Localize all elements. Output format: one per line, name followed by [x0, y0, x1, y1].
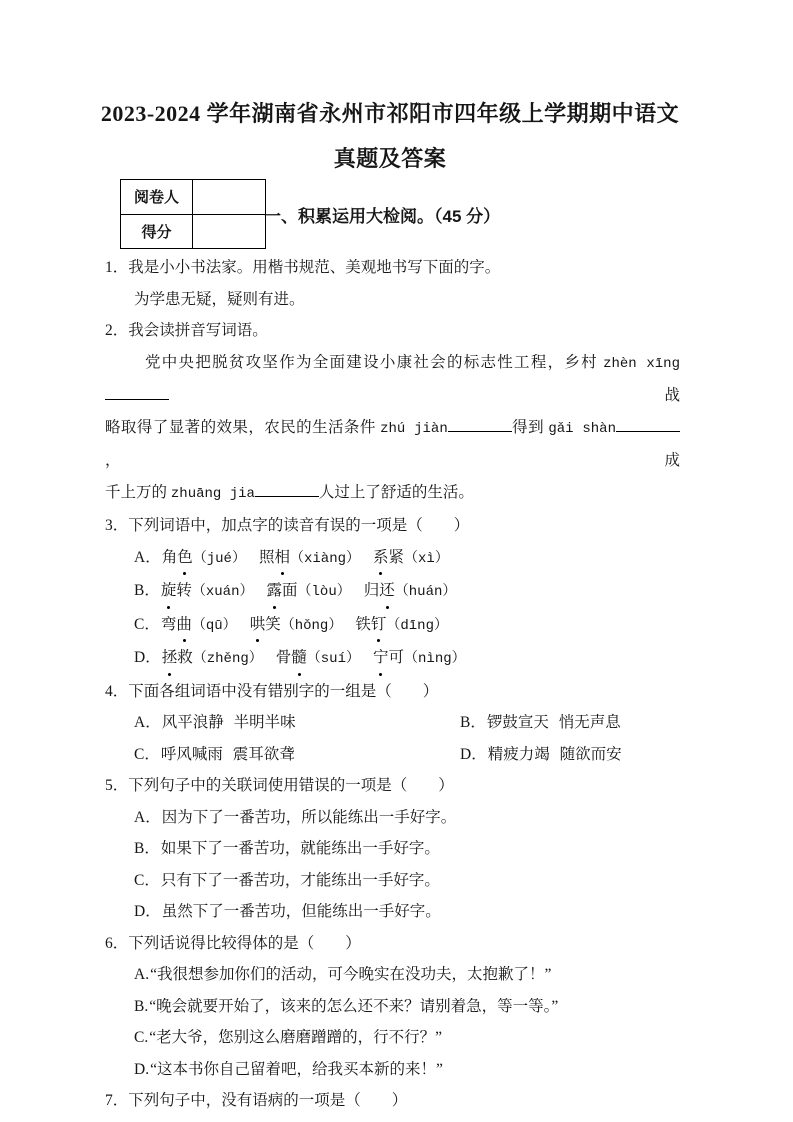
q2-text-segment: 略取得了显著的效果，农民的生活条件: [105, 418, 381, 436]
word-char: 弯: [160, 615, 177, 633]
q1-copy-text: 为学患无疑，疑则有进。: [134, 290, 305, 308]
emphasis-dot-char: 宁: [373, 642, 389, 674]
word-char: 照: [258, 548, 275, 566]
option-label: C．: [134, 745, 160, 763]
q3-word-group: [364, 582, 457, 599]
q2-text-segment: 人过上了舒适的生活。: [318, 483, 474, 501]
q2-answer-blank: [105, 385, 169, 400]
q2-text-segment: 战: [169, 387, 680, 404]
q3-pinyin: （qū）: [191, 617, 237, 634]
q2-pinyin: zhú jiàn: [380, 420, 448, 437]
q4-option-d: [460, 739, 680, 771]
q2-paragraph-line: [105, 412, 680, 477]
page-title-line2: 真题及答案: [333, 146, 447, 171]
q3-pinyin: （hǒng）: [280, 617, 343, 634]
q3-pinyin: （nìng）: [404, 651, 466, 667]
option-text: “这本书你自己留着吧，给我买本新的来！”: [150, 1060, 443, 1078]
emphasis-dot-char: 钉: [371, 609, 387, 641]
q3-word-group: [373, 549, 449, 566]
q2-answer-blank: [616, 417, 680, 432]
word-char: 骨: [275, 649, 292, 666]
q3-word-group: [162, 649, 263, 666]
emphasis-dot-char: 髓: [291, 642, 307, 674]
q6-option-a: [105, 959, 680, 991]
option-label: A．: [134, 548, 161, 566]
q3-option-d: [105, 642, 680, 676]
q6-option-d: [105, 1054, 680, 1086]
option-label: B．: [134, 840, 160, 857]
q3-option-b: [105, 575, 680, 609]
q2-paragraph-line: [105, 477, 680, 511]
word-char: 归: [363, 582, 380, 599]
q2-answer-blank: [448, 417, 512, 432]
q2-pinyin: zhuāng jia: [170, 485, 255, 502]
q2-text-segment: 得到: [511, 418, 549, 436]
emphasis-dot-char: 哄: [250, 609, 266, 641]
option-text: “晚会就要开始了，该来的怎么还不来？请别着急，等一等。”: [149, 997, 559, 1015]
q3-option-a: [105, 542, 680, 576]
option-text: 精疲力竭 随欲而安: [487, 745, 622, 763]
q6-options: [105, 959, 680, 1085]
question-list: [105, 252, 680, 1117]
q3-pinyin: （lòu）: [297, 584, 351, 600]
q5-options: [105, 802, 680, 928]
option-label: C.: [134, 1029, 149, 1046]
q2-pinyin: gǎi shàn: [548, 420, 616, 437]
q2-pinyin: zhèn xīng: [603, 355, 680, 372]
option-label: C．: [134, 615, 160, 633]
q3-word-group: [161, 582, 254, 599]
option-text: 锣鼓宣天 悄无声息: [486, 714, 621, 731]
q3-word-group: [162, 549, 246, 566]
grader-blank-cell: [193, 180, 265, 214]
q3-options: [105, 542, 680, 676]
score-blank-cell: [193, 215, 265, 249]
q2-stem: 2．我会读拼音写词语。: [105, 322, 268, 339]
q3-word-group: [276, 649, 360, 666]
word-char: 救: [177, 649, 193, 666]
q3-pinyin: （xiàng）: [289, 550, 360, 567]
q5-option-b: [105, 833, 680, 865]
word-char: 可: [388, 649, 405, 666]
option-label: B.: [134, 997, 149, 1015]
option-label: A．: [134, 714, 161, 731]
q2-text-segment: ，成: [105, 452, 680, 469]
q5-option-d: [105, 896, 680, 928]
q2-text-segment: 千上万的: [105, 483, 171, 501]
option-text: 只有下了一番苦功，才能练出一手好字。: [160, 871, 440, 889]
q6-option-c: [105, 1022, 680, 1054]
q3-pinyin: （suí）: [306, 651, 360, 667]
emphasis-dot-char: 露: [266, 575, 282, 607]
emphasis-dot-char: 曲: [176, 609, 192, 641]
emphasis-dot-char: 旋: [161, 575, 177, 607]
q4-stem: 4．下面各组词语中没有错别字的一组是（ ）: [105, 682, 439, 700]
emphasis-dot-char: 相: [274, 542, 290, 574]
q3-pinyin: （dīng）: [386, 617, 448, 634]
option-label: B．: [460, 714, 486, 731]
page-title-line1: 2023-2024 学年湖南省永州市祁阳市四年级上学期期中语文: [100, 101, 680, 126]
emphasis-dot-char: 色: [177, 542, 193, 574]
word-char: 铁: [355, 615, 371, 633]
q3-pinyin: （huán）: [394, 584, 457, 600]
q6-stem: 6．下列话说得比较得体的是（ ）: [105, 934, 361, 952]
option-label: C．: [134, 871, 160, 889]
option-label: D.: [134, 1060, 150, 1078]
q6-option-b: [105, 991, 680, 1023]
word-char: 角: [161, 548, 178, 566]
word-char: 面: [282, 582, 298, 599]
option-text: 虽然下了一番苦功，但能练出一手好字。: [161, 903, 441, 920]
option-text: 呼风喊雨 震耳欲聋: [160, 745, 295, 763]
q3-pinyin: （xuán）: [191, 584, 254, 600]
q4-option-c: [134, 739, 460, 771]
q3-word-group: [250, 616, 343, 633]
option-label: D．: [134, 903, 161, 920]
q4-options: [105, 707, 680, 770]
q2-text-segment: 党中央把脱贫攻坚作为全面建设小康社会的标志性工程，乡村: [145, 353, 604, 371]
option-text: 如果下了一番苦功，就能练出一手好字。: [160, 840, 440, 857]
option-text: 风平浪静 半明半味: [161, 714, 296, 731]
option-text: “我很想参加你们的活动，可今晚实在没功夫，太抱歉了！”: [150, 966, 552, 983]
q2-pinyin-paragraph: [105, 347, 680, 511]
q4-option-b: [460, 707, 680, 739]
q3-word-group: [161, 616, 237, 633]
emphasis-dot-char: 还: [379, 575, 395, 607]
option-label: B．: [134, 582, 160, 599]
score-label: 得分: [121, 215, 193, 249]
q2-paragraph-line: [105, 347, 680, 412]
section-one-heading: 一、积累运用大检阅。（45 分）: [264, 207, 501, 226]
q3-word-group: [259, 549, 360, 566]
grader-label: 阅卷人: [121, 180, 193, 214]
q3-word-group: [266, 582, 350, 599]
score-table-row-grader: [121, 180, 265, 215]
option-text: “老大爷，您别这么磨磨蹭蹭的，行不行？”: [149, 1029, 442, 1046]
q3-pinyin: （jué）: [192, 550, 246, 567]
option-label: D．: [134, 649, 161, 666]
q3-pinyin: （zhěng）: [192, 651, 263, 667]
q1-stem: 1．我是小小书法家。用楷书规范、美观地书写下面的字。: [105, 259, 501, 276]
emphasis-dot-char: 系: [373, 542, 389, 574]
q4-option-row: [105, 739, 680, 771]
option-label: D．: [460, 745, 487, 763]
q4-option-row: [105, 707, 680, 739]
q3-option-c: [105, 609, 680, 643]
q7-stem: 7．下列句子中，没有语病的一项是（ ）: [105, 1092, 408, 1109]
word-char: 紧: [388, 548, 405, 566]
q3-word-group: [373, 649, 466, 666]
q5-option-c: [105, 865, 680, 897]
score-table-row-score: [121, 215, 265, 249]
q5-option-a: [105, 802, 680, 834]
emphasis-dot-char: 拯: [162, 642, 178, 674]
q3-word-group: [355, 616, 448, 633]
q3-pinyin: （xì）: [404, 550, 449, 567]
score-table: [120, 179, 266, 249]
option-label: A.: [134, 966, 150, 983]
q2-answer-blank: [255, 482, 319, 497]
q3-stem: 3．下列词语中，加点字的读音有误的一项是（ ）: [105, 517, 470, 534]
q5-stem: 5．下列句子中的关联词使用错误的一项是（ ）: [105, 777, 454, 794]
word-char: 笑: [265, 615, 281, 633]
q4-option-a: [134, 707, 460, 739]
option-text: 因为下了一番苦功，所以能练出一手好字。: [161, 808, 457, 826]
word-char: 转: [176, 582, 192, 599]
option-label: A．: [134, 808, 161, 826]
